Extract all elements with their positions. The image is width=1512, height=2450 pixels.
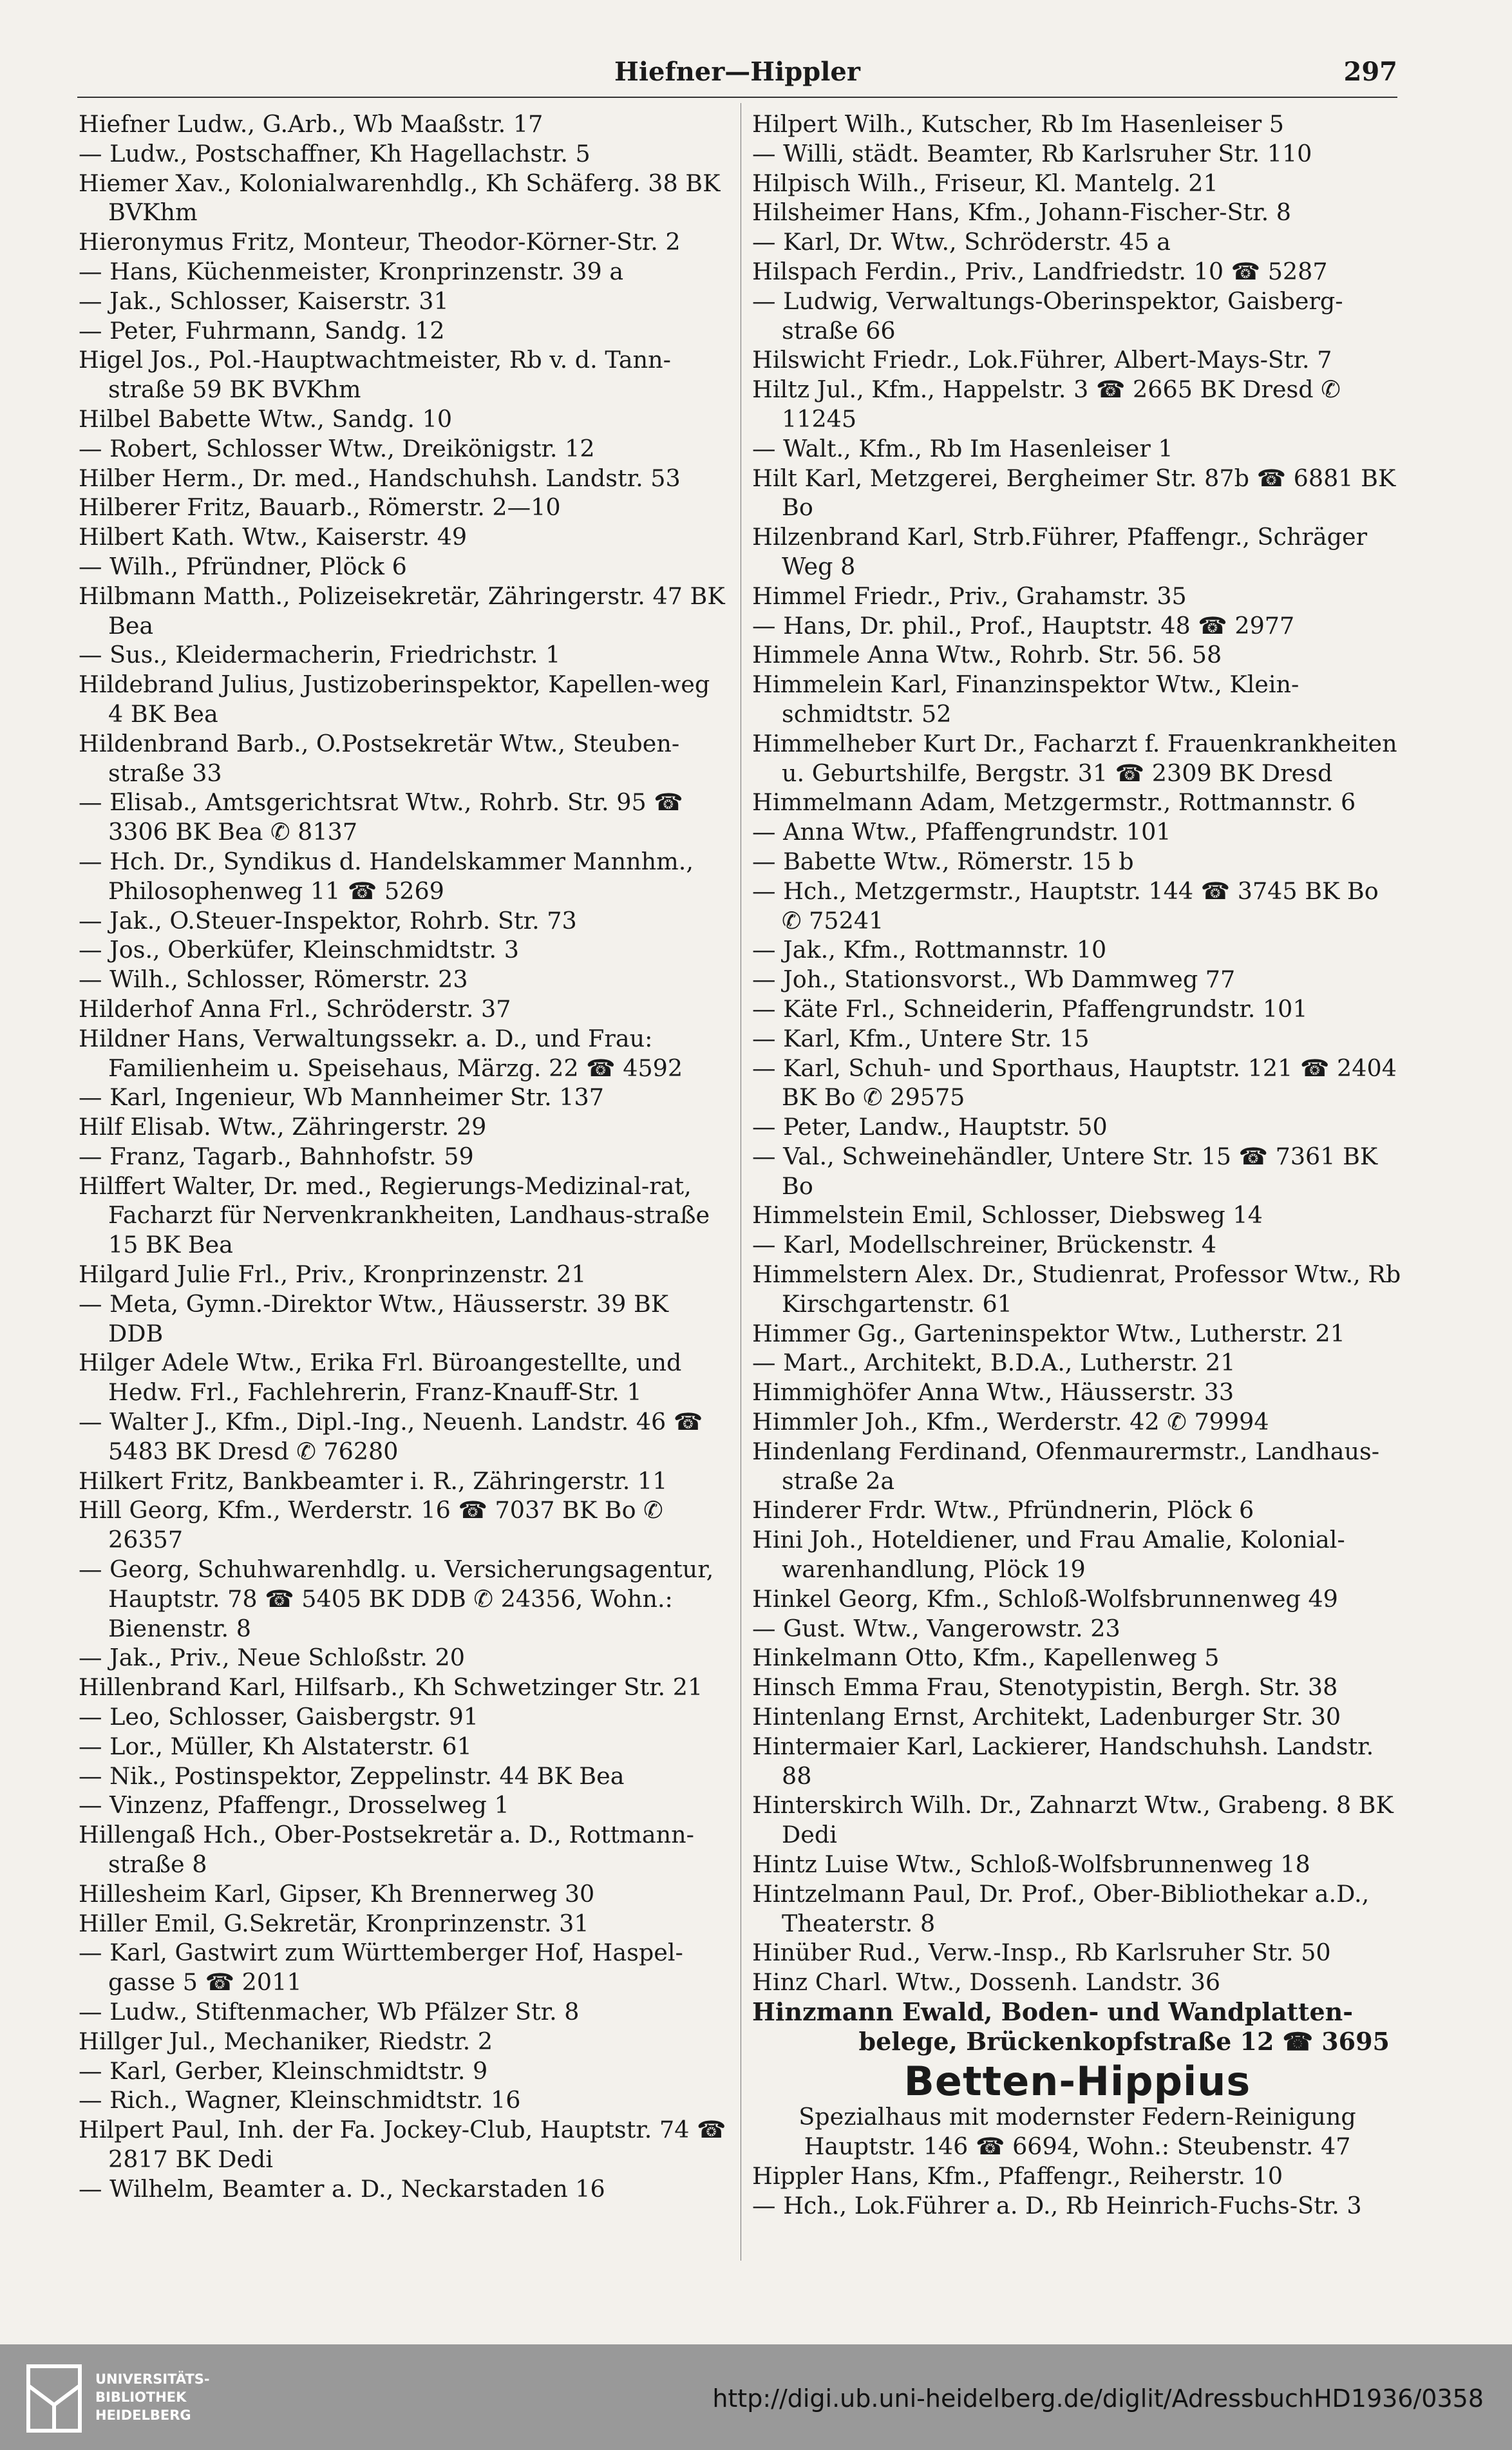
directory-entry: — Babette Wtw., Römerstr. 15 b bbox=[752, 847, 1134, 875]
page-header bbox=[77, 52, 1397, 97]
directory-entry: — Karl, Kfm., Untere Str. 15 bbox=[752, 1024, 1090, 1052]
directory-entry: Hilf Elisab. Wtw., Zähringerstr. 29 bbox=[79, 1113, 487, 1141]
directory-entry: — Peter, Landw., Hauptstr. 50 bbox=[752, 1113, 1108, 1141]
directory-entry: Himmelmann Adam, Metzgermstr., Rottmannstr. 6 bbox=[752, 788, 1356, 817]
directory-entry: Hinterskirch Wilh. Dr., Zahnarzt Wtw., Grabeng. 8 BK Dedi bbox=[752, 1791, 1394, 1849]
directory-entry: Higel Jos., Pol.-Hauptwachtmeister, Rb v. d. Tann-straße 59 BK BVKhm bbox=[79, 346, 671, 404]
directory-entry: Himmelein Karl, Finanzinspektor Wtw., Klein-schmidtstr. 52 bbox=[752, 670, 1299, 728]
directory-entry: Hilpert Paul, Inh. der Fa. Jockey-Club, Hauptstr. 74 ☎ 2817 BK Dedi bbox=[79, 2116, 726, 2173]
directory-entry: — Hch., Metzgermstr., Hauptstr. 144 ☎ 3745 BK Bo ✆ 75241 bbox=[752, 877, 1379, 935]
directory-entry: Himmelstern Alex. Dr., Studienrat, Professor Wtw., Rb Kirschgartenstr. 61 bbox=[752, 1260, 1401, 1318]
advert-hinzmann-line1: Hinzmann Ewald, Boden- und Wandplatten- bbox=[752, 1997, 1354, 2026]
directory-entry: Hiefner Ludw., G.Arb., Wb Maaßstr. 17 bbox=[79, 110, 543, 138]
directory-entry: Hinsch Emma Frau, Stenotypistin, Bergh. Str. 38 bbox=[752, 1673, 1338, 1702]
directory-entry: — Jos., Oberküfer, Kleinschmidtstr. 3 bbox=[79, 936, 519, 964]
directory-entry: Hilswicht Friedr., Lok.Führer, Albert-Mays-Str. 7 bbox=[752, 346, 1332, 374]
source-url-link[interactable]: http://digi.ub.uni-heidelberg.de/diglit/AdressbuchHD1936/0358 bbox=[712, 2384, 1484, 2413]
directory-entry: — Leo, Schlosser, Gaisbergstr. 91 bbox=[79, 1703, 479, 1731]
directory-entry: — Ludwig, Verwaltungs-Oberinspektor, Gaisberg-straße 66 bbox=[752, 287, 1343, 345]
left-column bbox=[79, 109, 729, 2204]
directory-entry: — Karl, Ingenieur, Wb Mannheimer Str. 137 bbox=[79, 1083, 604, 1112]
directory-entry: — Sus., Kleidermacherin, Friedrichstr. 1 bbox=[79, 641, 561, 669]
directory-entry: Hintzelmann Paul, Dr. Prof., Ober-Bibliothekar a.D., Theaterstr. 8 bbox=[752, 1879, 1370, 1937]
directory-entry: Hilger Adele Wtw., Erika Frl. Büroangestellte, und Hedw. Frl., Fachlehrerin, Franz-Knauff-Str. 1 bbox=[79, 1349, 682, 1407]
directory-entry: Hilpisch Wilh., Friseur, Kl. Mantelg. 21 bbox=[752, 169, 1218, 197]
directory-entry: — Meta, Gymn.-Direktor Wtw., Häusserstr. 39 BK DDB bbox=[79, 1289, 669, 1347]
directory-entry: Hindenlang Ferdinand, Ofenmaurermstr., Landhaus-straße 2a bbox=[752, 1437, 1380, 1495]
advert-betten-line1: Spezialhaus mit modernster Federn-Reinigung bbox=[799, 2103, 1356, 2131]
directory-entry: — Walter J., Kfm., Dipl.-Ing., Neuenh. Landstr. 46 ☎ 5483 BK Dresd ✆ 76280 bbox=[79, 1408, 703, 1465]
directory-entry: Himmele Anna Wtw., Rohrb. Str. 56. 58 bbox=[752, 641, 1222, 669]
header-rule bbox=[77, 97, 1397, 98]
right-column-entries bbox=[752, 109, 1403, 1997]
library-logo-icon bbox=[22, 2360, 86, 2437]
directory-entry: Hilberer Fritz, Bauarb., Römerstr. 2—10 bbox=[79, 493, 561, 522]
directory-entry: — Wilh., Pfründner, Plöck 6 bbox=[79, 552, 407, 580]
directory-entry: — Joh., Stationsvorst., Wb Dammweg 77 bbox=[752, 965, 1236, 994]
advert-betten-line2: Hauptstr. 146 ☎ 6694, Wohn.: Steubenstr. 47 bbox=[804, 2132, 1351, 2161]
directory-entry: Himmighöfer Anna Wtw., Häusserstr. 33 bbox=[752, 1378, 1234, 1407]
directory-entry: — Jak., Schlosser, Kaiserstr. 31 bbox=[79, 287, 449, 315]
library-name-line1: UNIVERSITÄTS- bbox=[95, 2371, 210, 2387]
directory-entry: Hiltz Jul., Kfm., Happelstr. 3 ☎ 2665 BK Dresd ✆ 11245 bbox=[752, 375, 1341, 433]
directory-entry: Hildebrand Julius, Justizoberinspektor, Kapellen-weg 4 BK Bea bbox=[79, 670, 710, 728]
directory-entry: — Wilh., Schlosser, Römerstr. 23 bbox=[79, 965, 468, 994]
library-name bbox=[95, 2370, 210, 2424]
directory-entry: — Ludw., Postschaffner, Kh Hagellachstr. 5 bbox=[79, 139, 591, 167]
directory-entry: Hillenbrand Karl, Hilfsarb., Kh Schwetzinger Str. 21 bbox=[79, 1673, 703, 1702]
directory-entry: Hinüber Rud., Verw.-Insp., Rb Karlsruher Str. 50 bbox=[752, 1939, 1331, 1967]
directory-entry: — Willi, städt. Beamter, Rb Karlsruher Str. 110 bbox=[752, 139, 1312, 167]
directory-entry: — Hans, Dr. phil., Prof., Hauptstr. 48 ☎ 2977 bbox=[752, 611, 1295, 640]
directory-entry: Hinkelmann Otto, Kfm., Kapellenweg 5 bbox=[752, 1644, 1220, 1672]
advert-hinzmann-line2: belege, Brückenkopfstraße 12 ☎ 3695 bbox=[858, 2026, 1390, 2056]
directory-entry: — Karl, Schuh- und Sporthaus, Hauptstr. 121 ☎ 2404 BK Bo ✆ 29575 bbox=[752, 1054, 1397, 1112]
directory-entry: Hinz Charl. Wtw., Dossenh. Landstr. 36 bbox=[752, 1968, 1221, 1997]
directory-entry: Hilspach Ferdin., Priv., Landfriedstr. 10 ☎ 5287 bbox=[752, 257, 1328, 285]
directory-entry: — Karl, Gerber, Kleinschmidtstr. 9 bbox=[79, 2056, 488, 2085]
directory-entry: — Gust. Wtw., Vangerowstr. 23 bbox=[752, 1614, 1120, 1642]
directory-entry: — Hch. Dr., Syndikus d. Handelskammer Mannhm., Philosophenweg 11 ☎ 5269 bbox=[79, 847, 694, 905]
directory-entry: Hiller Emil, G.Sekretär, Kronprinzenstr. 31 bbox=[79, 1909, 589, 1937]
directory-entry: Hildner Hans, Verwaltungssekr. a. D., und Frau: Familienheim u. Speisehaus, Märzg. 22 ☎ 4592 bbox=[79, 1024, 683, 1082]
directory-entry: Himmer Gg., Garteninspektor Wtw., Lutherstr. 21 bbox=[752, 1319, 1345, 1347]
directory-entry: Hill Georg, Kfm., Werderstr. 16 ☎ 7037 BK Bo ✆ 26357 bbox=[79, 1496, 663, 1554]
directory-entry: Hintenlang Ernst, Architekt, Ladenburger Str. 30 bbox=[752, 1703, 1341, 1731]
directory-entry: Hilt Karl, Metzgerei, Bergheimer Str. 87b ☎ 6881 BK Bo bbox=[752, 464, 1396, 522]
directory-entry: — Rich., Wagner, Kleinschmidtstr. 16 bbox=[79, 2086, 521, 2114]
library-name-line3: HEIDELBERG bbox=[95, 2407, 191, 2423]
directory-entry: — Karl, Modellschreiner, Brückenstr. 4 bbox=[752, 1231, 1216, 1259]
library-name-line2: BIBLIOTHEK bbox=[95, 2389, 187, 2405]
directory-entry: — Nik., Postinspektor, Zeppelinstr. 44 BK Bea bbox=[79, 1762, 625, 1790]
directory-entry: Hippler Hans, Kfm., Pfaffengr., Reiherstr. 10 bbox=[752, 2161, 1283, 2190]
directory-entry: — Franz, Tagarb., Bahnhofstr. 59 bbox=[79, 1142, 474, 1170]
directory-entry: — Anna Wtw., Pfaffengrundstr. 101 bbox=[752, 818, 1171, 846]
directory-entry: — Lor., Müller, Kh Alstaterstr. 61 bbox=[79, 1732, 472, 1760]
directory-entry: Hilbel Babette Wtw., Sandg. 10 bbox=[79, 404, 453, 433]
directory-entry: Hildenbrand Barb., O.Postsekretär Wtw., Steuben-straße 33 bbox=[79, 729, 680, 787]
directory-entry: — Mart., Architekt, B.D.A., Lutherstr. 21 bbox=[752, 1349, 1236, 1377]
directory-entry: Hilkert Fritz, Bankbeamter i. R., Zähringerstr. 11 bbox=[79, 1467, 668, 1495]
directory-entry: Hillger Jul., Mechaniker, Riedstr. 2 bbox=[79, 2027, 493, 2055]
directory-entry: — Hch., Lok.Führer a. D., Rb Heinrich-Fuchs-Str. 3 bbox=[752, 2191, 1362, 2219]
right-column-tail bbox=[752, 2161, 1403, 2221]
directory-entry: — Val., Schweinehändler, Untere Str. 15 ☎ 7361 BK Bo bbox=[752, 1142, 1378, 1200]
directory-entry: — Jak., O.Steuer-Inspektor, Rohrb. Str. 73 bbox=[79, 906, 577, 935]
directory-entry: — Jak., Priv., Neue Schloßstr. 20 bbox=[79, 1644, 465, 1672]
directory-entry: — Robert, Schlosser Wtw., Dreikönigstr. 12 bbox=[79, 434, 595, 462]
directory-entry: — Karl, Dr. Wtw., Schröderstr. 45 a bbox=[752, 228, 1171, 256]
directory-entry: Hinkel Georg, Kfm., Schloß-Wolfsbrunnenweg 49 bbox=[752, 1584, 1338, 1613]
directory-entry: Hilber Herm., Dr. med., Handschuhsh. Landstr. 53 bbox=[79, 464, 681, 492]
directory-entry: Hilffert Walter, Dr. med., Regierungs-Medizinal-rat, Facharzt für Nervenkrankheiten, Landhaus-straße 15 BK Bea bbox=[79, 1172, 710, 1259]
directory-entry: — Karl, Gastwirt zum Württemberger Hof, Haspel-gasse 5 ☎ 2011 bbox=[79, 1939, 683, 1997]
directory-entry: Hintermaier Karl, Lackierer, Handschuhsh. Landstr. 88 bbox=[752, 1732, 1374, 1790]
directory-entry: Hilgard Julie Frl., Priv., Kronprinzenstr. 21 bbox=[79, 1260, 587, 1289]
directory-entry: Hillesheim Karl, Gipser, Kh Brennerweg 30 bbox=[79, 1879, 595, 1908]
directory-entry: Hilderhof Anna Frl., Schröderstr. 37 bbox=[79, 994, 511, 1023]
directory-entry: Hilsheimer Hans, Kfm., Johann-Fischer-Str. 8 bbox=[752, 198, 1292, 227]
directory-entry: Hiemer Xav., Kolonialwarenhdlg., Kh Schäferg. 38 BK BVKhm bbox=[79, 169, 721, 227]
directory-entry: — Vinzenz, Pfaffengr., Drosselweg 1 bbox=[79, 1791, 509, 1819]
directory-entry: — Jak., Kfm., Rottmannstr. 10 bbox=[752, 936, 1107, 964]
directory-entry: — Ludw., Stiftenmacher, Wb Pfälzer Str. 8 bbox=[79, 1998, 580, 2026]
directory-entry: — Elisab., Amtsgerichtsrat Wtw., Rohrb. Str. 95 ☎ 3306 BK Bea ✆ 8137 bbox=[79, 788, 683, 846]
directory-entry: Himmler Joh., Kfm., Werderstr. 42 ✆ 79994 bbox=[752, 1408, 1269, 1436]
directory-entry: Hieronymus Fritz, Monteur, Theodor-Körner-Str. 2 bbox=[79, 228, 681, 256]
directory-entry: — Hans, Küchenmeister, Kronprinzenstr. 39 a bbox=[79, 257, 624, 285]
advert-betten-headline: Betten-Hippius bbox=[903, 2057, 1251, 2105]
directory-entry: Hillengaß Hch., Ober-Postsekretär a. D., Rottmann-straße 8 bbox=[79, 1821, 695, 1879]
footer-bar bbox=[0, 2344, 1512, 2450]
directory-entry: Himmelheber Kurt Dr., Facharzt f. Frauenkrankheiten u. Geburtshilfe, Bergstr. 31 ☎ 2309 BK Dresd bbox=[752, 729, 1397, 787]
directory-entry: — Wilhelm, Beamter a. D., Neckarstaden 16 bbox=[79, 2174, 605, 2203]
directory-entry: Himmelstein Emil, Schlosser, Diebsweg 14 bbox=[752, 1201, 1263, 1230]
directory-entry: Hintz Luise Wtw., Schloß-Wolfsbrunnenweg 18 bbox=[752, 1850, 1310, 1879]
directory-entry: — Georg, Schuhwarenhdlg. u. Versicherungsagentur, Hauptstr. 78 ☎ 5405 BK DDB ✆ 24356, Wohn.: Bienenstr. 8 bbox=[79, 1555, 714, 1642]
directory-entry: — Walt., Kfm., Rb Im Hasenleiser 1 bbox=[752, 434, 1173, 462]
directory-entry: Himmel Friedr., Priv., Grahamstr. 35 bbox=[752, 582, 1187, 610]
directory-entry: Hinderer Frdr. Wtw., Pfründnerin, Plöck 6 bbox=[752, 1496, 1254, 1524]
directory-entry: — Peter, Fuhrmann, Sandg. 12 bbox=[79, 316, 445, 345]
page-number: 297 bbox=[1343, 57, 1397, 87]
directory-entry: Hilbert Kath. Wtw., Kaiserstr. 49 bbox=[79, 523, 468, 551]
directory-entry: Hini Joh., Hoteldiener, und Frau Amalie, Kolonial-warenhandlung, Plöck 19 bbox=[752, 1526, 1345, 1584]
directory-entry: Hilpert Wilh., Kutscher, Rb Im Hasenleiser 5 bbox=[752, 110, 1285, 138]
directory-entry: — Käte Frl., Schneiderin, Pfaffengrundstr. 101 bbox=[752, 994, 1308, 1023]
right-column bbox=[752, 109, 1403, 2221]
running-head: Hiefner—Hippler bbox=[614, 57, 860, 87]
directory-entry: Hilbmann Matth., Polizeisekretär, Zähringerstr. 47 BK Bea bbox=[79, 582, 725, 640]
directory-entry: Hilzenbrand Karl, Strb.Führer, Pfaffengr., Schräger Weg 8 bbox=[752, 523, 1368, 580]
